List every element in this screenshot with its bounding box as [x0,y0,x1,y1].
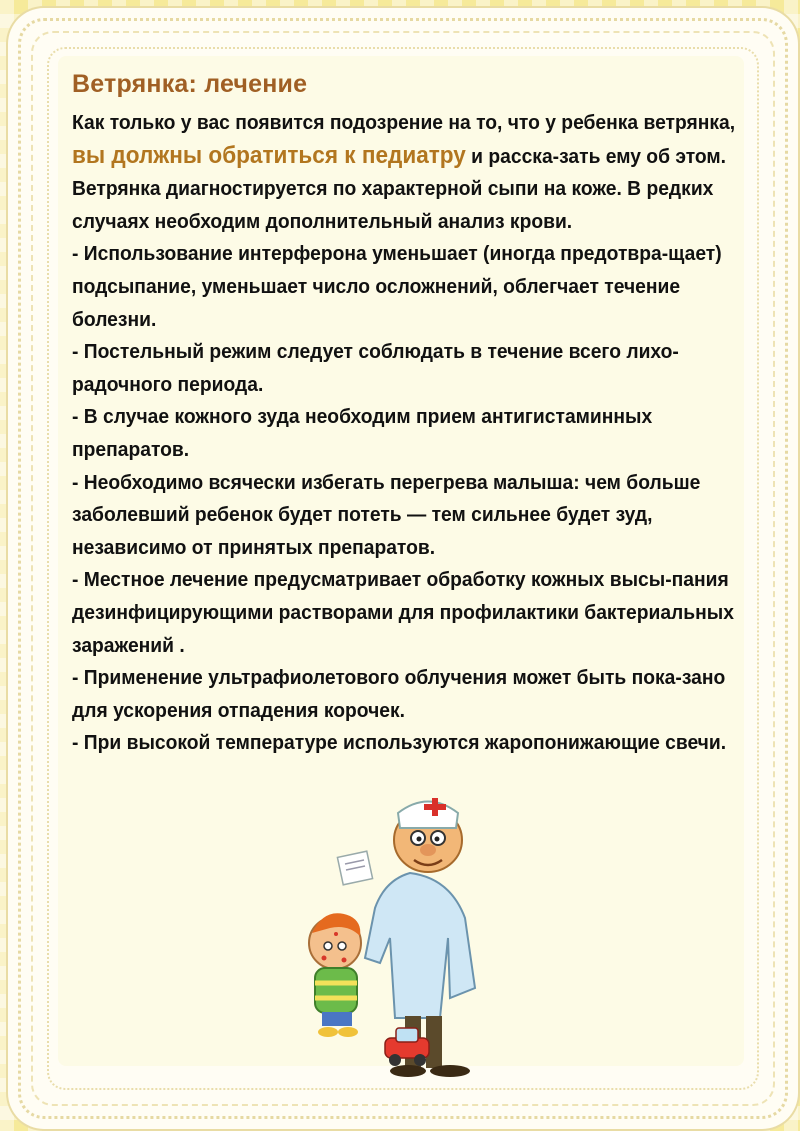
intro-highlight: вы должны обратиться к педиатру [72,141,466,169]
article-body [72,107,736,760]
list-item: - Применение ультрафиолетового облучения может быть пока-зано для ускорения отпадения корочек. [72,666,726,722]
list-item: - В случае кожного зуда необходим прием антигистаминных препаратов. [72,405,653,461]
list-item: - Использование интерферона уменьшает (иногда предотвра-щает) подсыпание, уменьшает число осложнений, облегчает течение болезни. [72,242,722,331]
page-title: Ветрянка: лечение [72,70,308,98]
list-item: - Необходимо всячески избегать перегрева малыша: чем больше заболевший ребенок будет потеть — тем сильнее будет зуд, независимо от принятых препаратов. [72,470,701,559]
doctor-and-child-illustration [300,788,510,1078]
intro-text-end: и расска-зать ему об этом. Ветрянка диагностируется по характерной сыпи на коже. В редких случаях необходим дополнительный анализ крови. [72,144,727,233]
list-item: - Постельный режим следует соблюдать в течение всего лихо-радочного периода. [72,340,679,396]
intro-paragraph [72,107,736,238]
list-item: - Местное лечение предусматривает обработку кожных высы-пания дезинфицирующими растворами для профилактики бактериальных заражений . [72,568,734,657]
intro-text-start: Как только у вас появится подозрение на то, что у ребенка ветрянка, [72,111,736,134]
child-figure [309,913,361,1037]
list-item: - При высокой температуре используются жаропонижающие свечи. [72,731,727,755]
